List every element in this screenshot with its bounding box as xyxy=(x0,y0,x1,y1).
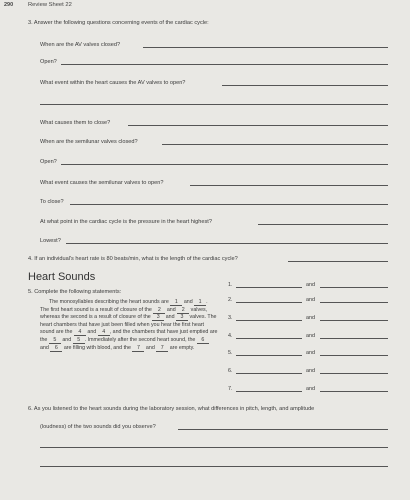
page-header-title: Review Sheet 22 xyxy=(28,2,72,8)
answer-num: 6. xyxy=(228,368,233,374)
q6-line-2: (loudness) of the two sounds did you observe? xyxy=(40,424,156,430)
answer-line xyxy=(258,224,388,225)
answer-line xyxy=(288,261,388,262)
answer-line xyxy=(40,466,388,467)
answer-line xyxy=(320,320,388,321)
answer-line xyxy=(320,302,388,303)
answer-line xyxy=(70,204,388,205)
q4-text: 4. If an individual's heart rate is 80 beats/min, what is the length of the cardiac cycle? xyxy=(28,256,238,262)
blank-5b: 5 xyxy=(73,337,85,344)
q3-item-sl-closed: When are the semilunar valves closed? xyxy=(40,139,138,145)
q3-item-av-open-cause: What event within the heart causes the AV valves to open? xyxy=(40,80,186,86)
blank-4a: 4 xyxy=(74,329,86,336)
answer-num: 1. xyxy=(228,282,233,288)
answer-line xyxy=(66,243,388,244)
blank-4b: 4 xyxy=(98,329,110,336)
answer-line xyxy=(222,85,388,86)
answer-line xyxy=(320,355,388,356)
answer-num: 2. xyxy=(228,297,233,303)
blank-6a: 6 xyxy=(197,337,209,344)
answer-line xyxy=(61,164,388,165)
q3-item-sl-open-cause: What event causes the semilunar valves to open? xyxy=(40,180,164,186)
answer-line xyxy=(40,447,388,448)
answer-and: and xyxy=(306,350,315,356)
blank-1a: 1 xyxy=(170,299,182,306)
answer-and: and xyxy=(306,368,315,374)
answer-num: 5. xyxy=(228,350,233,356)
q3-number: 3. xyxy=(28,20,33,26)
answer-line xyxy=(236,287,302,288)
answer-line xyxy=(143,47,388,48)
answer-line xyxy=(320,338,388,339)
q3-item-av-close-cause: What causes them to close? xyxy=(40,120,111,126)
answer-and: and xyxy=(306,386,315,392)
q3-item-pressure-lowest: Lowest? xyxy=(40,238,61,244)
answer-line xyxy=(61,64,388,65)
answer-and: and xyxy=(306,282,315,288)
blank-7b: 7 xyxy=(156,345,168,352)
blank-3b: 3 xyxy=(176,314,188,321)
answer-and: and xyxy=(306,315,315,321)
q6-line-1: 6. As you listened to the heart sounds during the laboratory session, what differences in pitch, length, and amplitude xyxy=(28,406,315,412)
answer-line xyxy=(236,355,302,356)
answer-line xyxy=(320,391,388,392)
answer-num: 3. xyxy=(228,315,233,321)
answer-line xyxy=(236,391,302,392)
answer-line xyxy=(236,338,302,339)
answer-line xyxy=(128,125,388,126)
q3-item-pressure-highest: At what point in the cardiac cycle is the pressure in the heart highest? xyxy=(40,219,212,225)
section-title: Heart Sounds xyxy=(28,271,96,283)
blank-1b: 1 xyxy=(194,299,206,306)
q3-intro xyxy=(28,20,209,27)
q3-item-av-closed: When are the AV valves closed? xyxy=(40,42,121,48)
q5-paragraph: The monosyllables describing the heart sounds are 1 and 1 . The first heart sound is a result of closure of the 2 and 2 valves, whereas the second is a result of closure of the 3 and 3 valves. The heart chambers that have just been filled when you hear the first heart sound are the 4 and 4 , and the chambers that have just emptied are the 5 and 5 . Immediately after the second heart sound, the 6 and 6 are filling with blood, and the 7 and 7 are empty. xyxy=(40,299,218,351)
answer-num: 7. xyxy=(228,386,233,392)
blank-7a: 7 xyxy=(132,345,144,352)
blank-3a: 3 xyxy=(152,314,164,321)
blank-2a: 2 xyxy=(153,307,165,314)
q3-item-sl-open: Open? xyxy=(40,159,57,165)
answer-line xyxy=(178,429,388,430)
answer-line xyxy=(190,185,388,186)
answer-num: 4. xyxy=(228,333,233,339)
answer-line xyxy=(236,320,302,321)
answer-line xyxy=(40,104,388,105)
answer-line xyxy=(236,373,302,374)
answer-line xyxy=(236,302,302,303)
blank-6b: 6 xyxy=(50,345,62,352)
answer-and: and xyxy=(306,333,315,339)
q5-intro: 5. Complete the following statements: xyxy=(28,289,122,295)
blank-5a: 5 xyxy=(49,337,61,344)
q3-intro-text: Answer the following questions concerning events of the cardiac cycle: xyxy=(33,20,209,26)
answer-line xyxy=(320,373,388,374)
page-number: 290 xyxy=(4,2,14,8)
blank-2b: 2 xyxy=(177,307,189,314)
q3-item-sl-close: To close? xyxy=(40,199,64,205)
answer-line xyxy=(162,144,388,145)
answer-and: and xyxy=(306,297,315,303)
answer-line xyxy=(320,287,388,288)
q3-item-av-open: Open? xyxy=(40,59,57,65)
